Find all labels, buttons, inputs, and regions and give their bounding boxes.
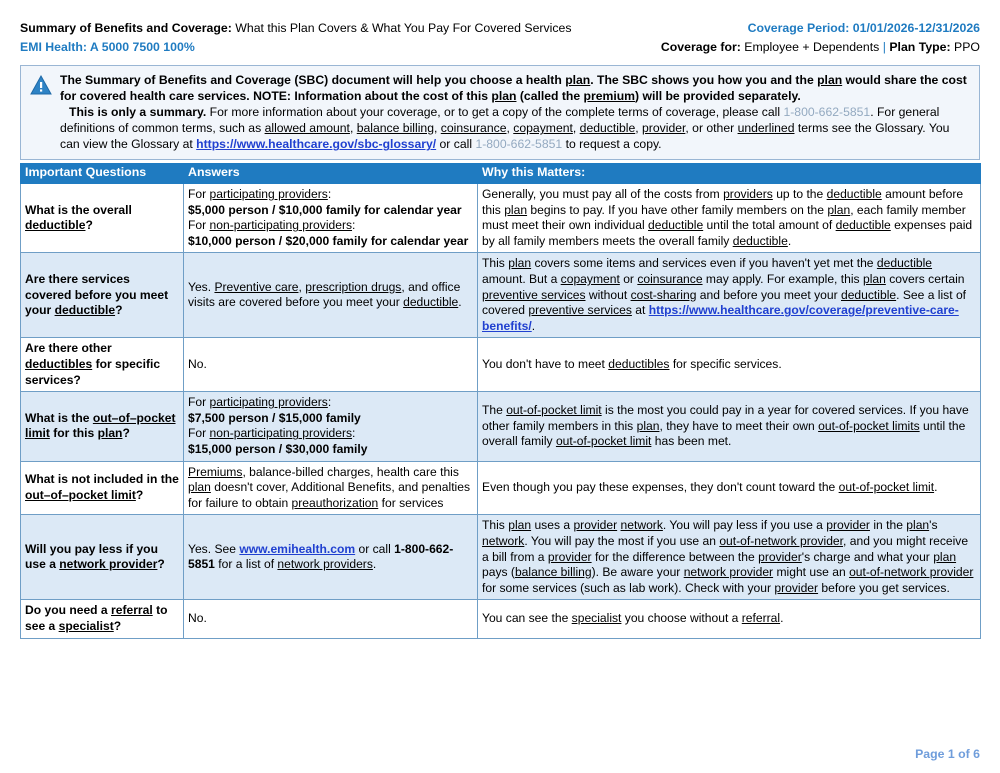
table-row (21, 253, 981, 338)
term-participating-providers: participating providers (209, 187, 328, 202)
preventive-care-benefits-link[interactable]: https://www.healthcare.gov/coverage/preventive-care-benefits/ (482, 303, 959, 333)
answer-not-included-oop: Premiums, balance-billed charges, health care this plan doesn't cover, Additional Benefits, and penalties for failure to obtain preauthorization for services (184, 461, 478, 515)
answer-overall-deductible (184, 184, 478, 253)
term-network-provider: network provider (683, 565, 774, 580)
term-plan: plan (906, 518, 930, 533)
answer-line: For participating providers: (188, 395, 332, 410)
term-out-of-pocket-limits: out-of-pocket limits (818, 418, 920, 433)
coverage-for-value: Employee + Dependents (740, 40, 883, 54)
intro-p2-d: terms see the Glossary. You can view the Glossary at (60, 121, 950, 152)
term-out-of-pocket-limit: out–of–pocket limit (25, 410, 176, 441)
emihealth-website-link[interactable]: www.emihealth.com (239, 541, 356, 556)
term-deductible: deductible (54, 303, 116, 318)
header-left (20, 20, 572, 56)
term-premiums: Premiums (188, 464, 243, 479)
term-out-of-network-provider: out-of-network provider (719, 533, 844, 548)
intro-p1-b: . The SBC shows you how you and the (590, 73, 818, 87)
term-copayment: copayment (560, 272, 620, 287)
intro-summary-bold: This is only a summary. (69, 105, 207, 120)
why-services-before-deductible: This plan covers some items and services even if you haven't yet met the deductible amount. But a copayment or coinsurance may apply. For example, this plan covers certain preventive services without cost-sharing and before you meet your deductible. See a list of covered preventive services at https://www.healthcare.gov/coverage/preventive-care-benefits/. (478, 253, 981, 338)
intro-notice-box (20, 65, 980, 160)
table-row (21, 461, 981, 515)
term-plan: plan (933, 549, 957, 564)
table-row (21, 184, 981, 253)
term-preventive-care: Preventive care (214, 279, 299, 294)
answer-out-of-pocket-limit (184, 392, 478, 461)
support-phone-2: 1-800-662-5851 (475, 137, 563, 152)
document-header (20, 0, 980, 56)
term-provider: provider (642, 121, 686, 136)
question-network-provider: Will you pay less if you use a network provider? (21, 515, 184, 600)
intro-p1-e: ) will be provided separately. (635, 89, 801, 104)
term-preauthorization: preauthorization (291, 495, 379, 510)
coverage-for (661, 39, 980, 56)
header-separator: | (882, 40, 886, 54)
support-phone: 1-800-662-5851 (783, 105, 871, 120)
term-underlined: underlined (737, 121, 795, 136)
why-network-provider: This plan uses a provider network. You will pay less if you use a provider in the plan's network. You will pay the most if you use an out-of-network provider, and you might receive a bill from a provider for the difference between the provider's charge and what your plan pays (balance billing). Be aware your network provider might use an out-of-network provider for some services (such as lab work). Check with your provider before you get services. (478, 515, 981, 600)
term-plan: plan (504, 202, 528, 217)
term-network-providers: network providers (277, 557, 373, 572)
term-preventive-services: preventive services (528, 303, 632, 318)
term-deductible: deductible (876, 256, 933, 271)
document-title-bold: Summary of Benefits and Coverage: (20, 21, 232, 35)
column-header-answers: Answers (184, 164, 478, 184)
term-provider: provider (758, 549, 802, 564)
term-plan: plan (508, 518, 532, 533)
term-allowed-amount: allowed amount (264, 121, 350, 136)
question-out-of-pocket-limit: What is the out–of–pocket limit for this plan? (21, 392, 184, 461)
term-plan: plan (636, 418, 660, 433)
term-coinsurance: coinsurance (637, 272, 703, 287)
term-cost-sharing: cost-sharing (630, 287, 697, 302)
customer-service-phone: 1-800-662-5851 (188, 541, 454, 572)
term-providers: providers (723, 187, 773, 202)
answer-line: For non-participating providers: (188, 218, 356, 233)
answer-referral: No. (184, 600, 478, 638)
question-overall-deductible: What is the overall deductible? (21, 184, 184, 253)
term-referral: referral (741, 611, 781, 626)
plan-name: EMI Health: A 5000 7500 100% (20, 40, 195, 54)
term-deductible: deductible (835, 218, 891, 233)
term-participating-providers: participating providers (209, 395, 328, 410)
question-not-included-oop: What is not included in the out–of–pocket limit? (21, 461, 184, 515)
page-number: Page 1 of 6 (915, 747, 980, 761)
term-plan: plan (827, 202, 851, 217)
table-row (21, 515, 981, 600)
intro-p2-f: to request a copy. (562, 137, 662, 152)
document-title (20, 20, 572, 37)
document-title-rest: What this Plan Covers & What You Pay For Covered Services (231, 21, 572, 35)
term-coinsurance: coinsurance (440, 121, 507, 136)
term-referral: referral (111, 603, 153, 618)
term-plan: plan (862, 272, 886, 287)
term-prescription-drugs: prescription drugs (305, 279, 402, 294)
term-out-of-pocket-limit: out–of–pocket limit (25, 487, 136, 502)
why-not-included-oop: Even though you pay these expenses, they don't count toward the out-of-pocket limit. (478, 461, 981, 515)
answer-services-before-deductible: Yes. Preventive care, prescription drugs, and office visits are covered before you meet your deductible. (184, 253, 478, 338)
term-provider: provider (547, 549, 592, 564)
answer-line: $7,500 person / $15,000 family (188, 410, 361, 425)
answer-line: For non-participating providers: (188, 426, 356, 441)
term-specialist: specialist (58, 618, 114, 633)
term-deductible: deductible (25, 218, 86, 233)
term-deductibles: deductibles (25, 357, 93, 371)
header-right (661, 20, 980, 56)
term-balance-billing: balance billing (514, 565, 592, 580)
term-plan: plan (97, 426, 123, 441)
question-referral: Do you need a referral to see a specialist? (21, 600, 184, 638)
table-row (21, 600, 981, 638)
table-header-row (21, 164, 981, 184)
term-plan: plan (491, 89, 517, 104)
term-plan: plan (817, 73, 843, 87)
plan-type-value: PPO (950, 40, 980, 54)
answer-line: $5,000 person / $10,000 family for calendar year (188, 202, 462, 217)
term-deductible: deductible (732, 233, 788, 248)
term-deductible: deductible (840, 287, 897, 302)
intro-paragraph-1 (30, 72, 970, 104)
answer-line: $15,000 person / $30,000 family (188, 441, 368, 456)
coverage-period-value: 01/01/2026-12/31/2026 (849, 21, 980, 35)
answer-other-deductibles: No. (184, 338, 478, 392)
why-overall-deductible: Generally, you must pay all of the costs from providers up to the deductible amount before this plan begins to pay. If you have other family members on the plan, each family member must meet their own individual deductible until the total amount of deductible expenses paid by all family members meets the overall family deductible. (478, 184, 981, 253)
intro-p1-a: The Summary of Benefits and Coverage (SBC) document will help you choose a health (60, 73, 566, 87)
glossary-link[interactable]: https://www.healthcare.gov/sbc-glossary/ (196, 137, 437, 152)
term-out-of-pocket-limit: out-of-pocket limit (838, 480, 935, 495)
coverage-period (661, 20, 980, 37)
term-network: network (482, 533, 525, 548)
why-other-deductibles: You don't have to meet deductibles for specific services. (478, 338, 981, 392)
intro-p2-e: or call (436, 137, 476, 152)
term-out-of-pocket-limit: out-of-pocket limit (555, 434, 652, 449)
column-header-why-this-matters: Why this Matters: (478, 164, 981, 184)
term-plan: plan (508, 256, 532, 271)
term-provider: provider (774, 580, 819, 595)
benefits-table (20, 163, 981, 638)
intro-p2-c: , or other (685, 121, 738, 136)
intro-paragraph-2-head: This is only a summary. For more information about your coverage, or to get a copy of the complete terms of coverage, please call 1-800-662-5851. For general definitions of common terms, such as allowed amount, balance billing, coinsurance, copayment, deductible, provider, or other underlined terms see the Glossary. You can view the Glossary at https://www.healthcare.gov/sbc-glossary/ or call 1-800-662-5851 to request a copy. (60, 105, 950, 152)
warning-triangle-icon (30, 75, 52, 95)
term-preventive-services: preventive services (482, 287, 586, 302)
why-referral: You can see the specialist you choose without a referral. (478, 600, 981, 638)
question-other-deductibles: Are there other deductibles for specific services? (21, 338, 184, 392)
term-balance-billing: balance billing (356, 121, 434, 136)
answer-network-provider: Yes. See www.emihealth.com or call 1-800-662-5851 for a list of network providers. (184, 515, 478, 600)
term-out-of-pocket-limit: out-of-pocket limit (506, 402, 602, 417)
column-header-important-questions: Important Questions (21, 164, 184, 184)
coverage-period-label: Coverage Period: (747, 21, 850, 35)
term-provider: provider (573, 518, 618, 533)
term-deductible: deductible (403, 295, 459, 310)
intro-p2-a: For more information about your coverage, or to get a copy of the complete terms of coverage, please call (206, 105, 784, 120)
table-row (21, 338, 981, 392)
coverage-for-label: Coverage for: (660, 40, 741, 54)
intro-p1-c: would share the cost for covered health care services. NOTE: Information about the cost of this (60, 73, 967, 104)
term-copayment: copayment (513, 121, 573, 136)
term-non-participating-providers: non-participating providers (209, 426, 353, 441)
table-row (21, 392, 981, 461)
question-services-before-deductible: Are there services covered before you meet your deductible? (21, 253, 184, 338)
term-provider: provider (826, 518, 870, 533)
answer-line: $10,000 person / $20,000 family for calendar year (188, 233, 469, 248)
term-out-of-network-provider: out-of-network provider (849, 565, 974, 580)
term-plan: plan (565, 73, 591, 87)
term-non-participating-providers: non-participating providers (209, 218, 353, 233)
intro-p1-d: (called the (516, 89, 584, 104)
intro-p2-b: . For general definitions of common terms, such as (60, 105, 940, 136)
term-premium: premium (583, 89, 636, 104)
term-deductible: deductible (826, 187, 882, 202)
answer-line: For participating providers: (188, 187, 332, 202)
term-specialist: specialist (571, 611, 622, 626)
term-deductibles: deductibles (608, 357, 670, 371)
term-network: network (620, 518, 663, 533)
why-out-of-pocket-limit: The out-of-pocket limit is the most you could pay in a year for covered services. If you have other family members in this plan, they have to meet their own out-of-pocket limits until the overall family out-of-pocket limit has been met. (478, 392, 981, 461)
term-deductible: deductible (648, 218, 704, 233)
term-network-provider: network provider (59, 557, 158, 572)
term-deductible: deductible (579, 121, 636, 136)
term-plan: plan (188, 480, 211, 495)
plan-type-label: Plan Type: (885, 40, 951, 54)
